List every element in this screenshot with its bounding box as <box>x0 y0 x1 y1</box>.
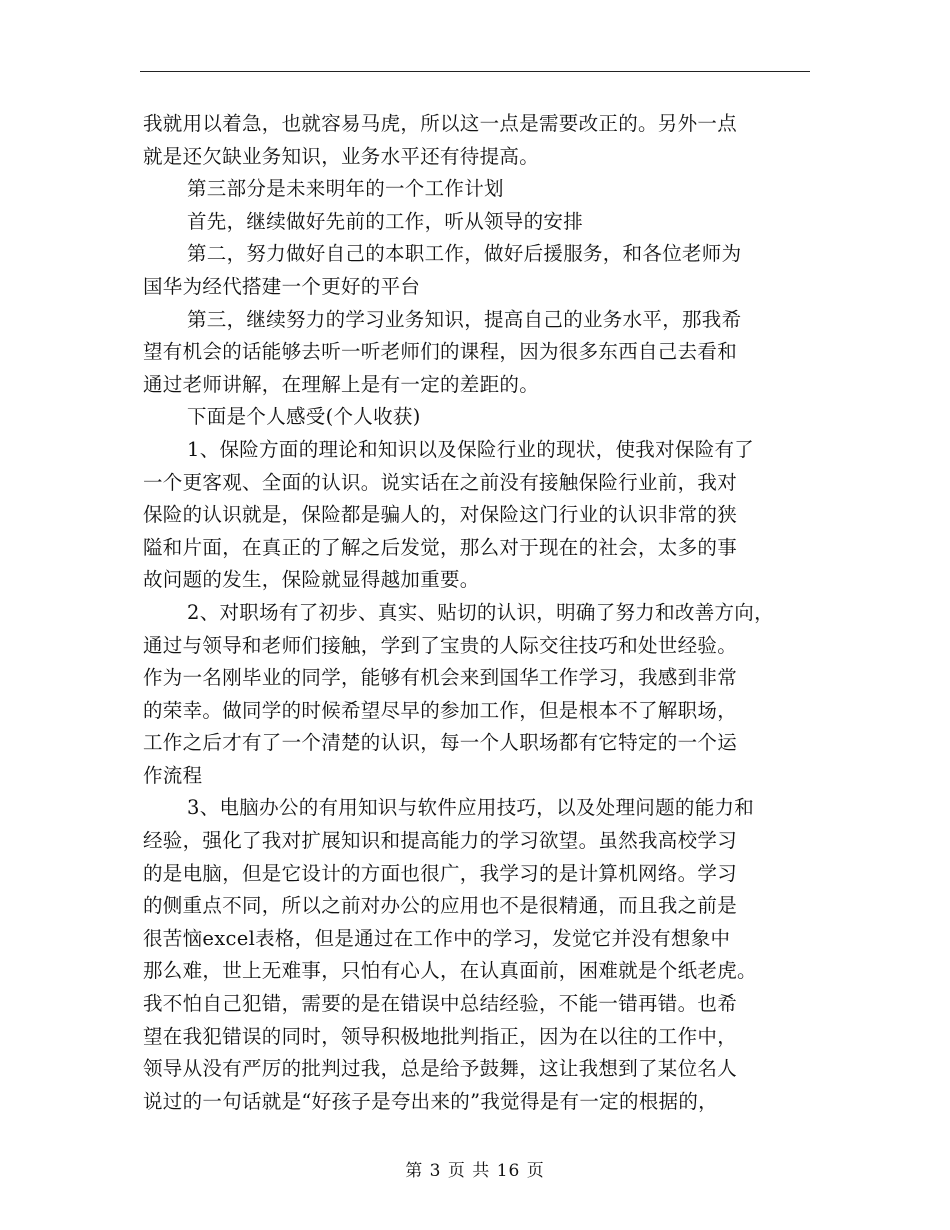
page-number-footer: 第 3 页 共 16 页 <box>405 1161 545 1181</box>
text-line: 很苦恼excel表格，但是通过在工作中的学习，发觉它并没有想象中 <box>143 926 731 950</box>
text-line: 通过与领导和老师们接触，学到了宝贵的人际交往技巧和处世经验。 <box>143 633 738 657</box>
text-line: 就是还欠缺业务知识，业务水平还有待提高。 <box>143 144 540 168</box>
text-line: 经验，强化了我对扩展知识和提高能力的学习欲望。虽然我高校学习 <box>143 829 738 853</box>
text-line: 作为一名刚毕业的同学，能够有机会来到国华工作学习，我感到非常 <box>143 666 738 690</box>
text-line: 那么难，世上无难事，只怕有心人，在认真面前，困难就是个纸老虎。 <box>143 959 757 983</box>
text-line: 作流程 <box>143 763 203 787</box>
text-line: 望有机会的话能够去听一听老师们的课程，因为很多东西自己去看和 <box>143 340 738 364</box>
text-line: 故问题的发生，保险就显得越加重要。 <box>143 568 480 592</box>
text-line: 的侧重点不同，所以之前对办公的应用也不是很精通，而且我之前是 <box>143 894 738 918</box>
text-line: 通过老师讲解，在理解上是有一定的差距的。 <box>143 372 540 396</box>
document-body <box>143 108 813 1118</box>
text-line: 第三部分是未来明年的一个工作计划 <box>187 177 504 201</box>
text-line: 我就用以着急，也就容易马虎，所以这一点是需要改正的。另外一点 <box>143 112 738 135</box>
text-line: 领导从没有严厉的批判过我，总是给予鼓舞，这让我想到了某位名人 <box>143 1057 738 1081</box>
text-line: 第三，继续努力的学习业务知识，提高自己的业务水平，那我希 <box>187 307 742 331</box>
text-line: 保险的认识就是，保险都是骗人的，对保险这门行业的认识非常的狭 <box>143 503 738 527</box>
text-line: 一个更客观、全面的认识。说实话在之前没有接触保险行业前，我对 <box>143 470 738 494</box>
text-line: 首先，继续做好先前的工作，听从领导的安排 <box>187 209 584 233</box>
text-line: 第二，努力做好自己的本职工作，做好后援服务，和各位老师为 <box>187 242 742 266</box>
text-line: 工作之后才有了一个清楚的认识，每一个人职场都有它特定的一个运 <box>143 731 738 755</box>
header-rule <box>140 71 810 72</box>
text-line: 的是电脑，但是它设计的方面也很广，我学习的是计算机网络。学习 <box>143 861 738 885</box>
text-line: 隘和片面，在真正的了解之后发觉，那么对于现在的社会，太多的事 <box>143 535 738 559</box>
text-line: 我不怕自己犯错，需要的是在错误中总结经验，不能一错再错。也希 <box>143 992 738 1016</box>
text-line: 下面是个人感受(个人收获) <box>187 405 421 429</box>
text-line: 的荣幸。做同学的时候希望尽早的参加工作，但是根本不了解职场， <box>143 698 738 722</box>
text-line: 国华为经代搭建一个更好的平台 <box>143 274 421 298</box>
text-line: 1、保险方面的理论和知识以及保险行业的现状，使我对保险有了 <box>187 437 755 461</box>
text-line: 望在我犯错误的同时，领导积极地批判指正，因为在以往的工作中， <box>143 1024 738 1048</box>
text-line: 2、对职场有了初步、真实、贴切的认识，明确了努力和改善方向， <box>187 600 774 624</box>
text-line: 3、电脑办公的有用知识与软件应用技巧，以及处理问题的能力和 <box>187 796 755 820</box>
text-line: 说过的一句话就是“好孩子是夸出来的”我觉得是有一定的根据的， <box>143 1089 718 1113</box>
